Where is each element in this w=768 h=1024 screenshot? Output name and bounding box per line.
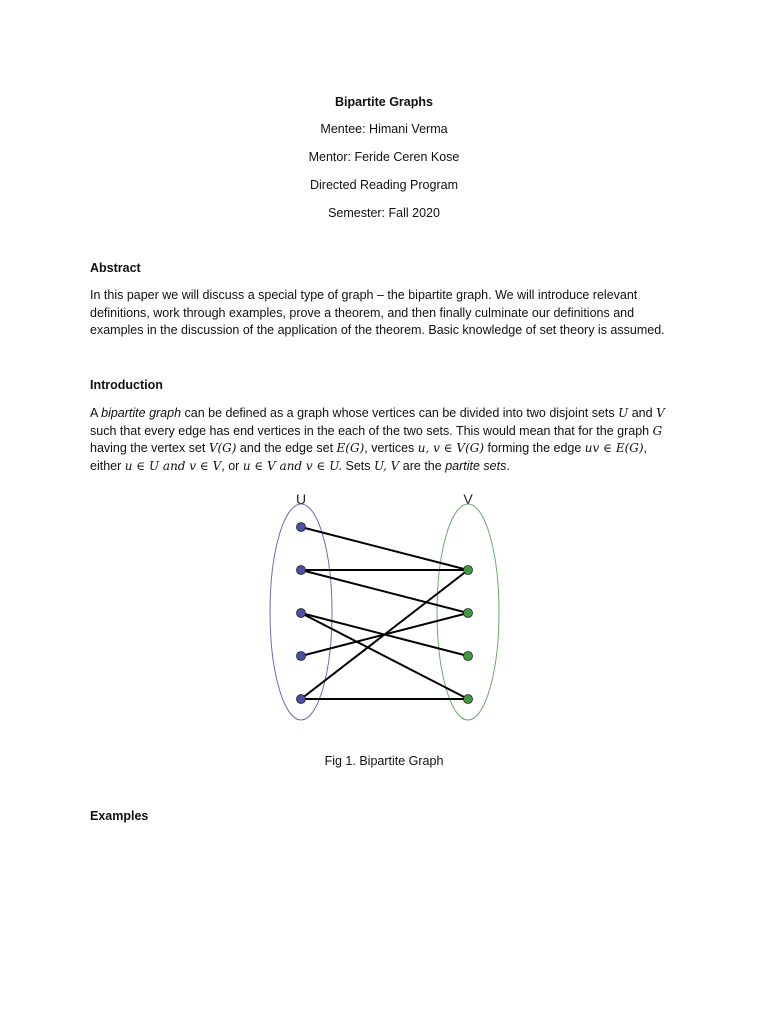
vertex-group bbox=[297, 523, 473, 704]
graph-vertex-u5 bbox=[297, 695, 306, 704]
edge-group bbox=[301, 527, 468, 699]
graph-edge-u2-v2 bbox=[301, 570, 468, 613]
term-bipartite-graph: bipartite graph bbox=[101, 406, 182, 420]
math-V: V bbox=[656, 406, 665, 420]
intro-text: such that every edge has end vertices in the each of the two sets. This would mean that for the graph bbox=[90, 423, 653, 438]
paper-title: Bipartite Graphs bbox=[335, 95, 433, 109]
mentee-line: Mentee: Himani Verma bbox=[320, 122, 448, 136]
abstract-line: examples in the discussion of the application of the theorem. Basic knowledge of set theory is assumed. bbox=[90, 323, 665, 337]
intro-line-1 bbox=[90, 405, 680, 423]
graph-vertex-u4 bbox=[297, 652, 306, 661]
math-U: U bbox=[618, 406, 629, 420]
graph-vertex-u2 bbox=[297, 566, 306, 575]
intro-text: forming the edge bbox=[484, 441, 585, 455]
abstract-heading: Abstract bbox=[90, 261, 141, 275]
math-sets-UV: U, V bbox=[374, 458, 400, 473]
abstract-line: definitions, work through examples, prove a theorem, and then finally culminate our definitions and bbox=[90, 305, 635, 320]
intro-line-3 bbox=[90, 440, 680, 458]
math-condition-2: u ∈ V and v ∈ U. bbox=[242, 458, 343, 473]
intro-text: and the edge set bbox=[236, 441, 337, 455]
mentor-line: Mentor: Feride Ceren Kose bbox=[308, 150, 460, 164]
graph-vertex-v4 bbox=[464, 695, 473, 704]
math-edge-set: E(G) bbox=[336, 441, 365, 455]
introduction-heading: Introduction bbox=[90, 378, 163, 392]
graph-vertex-v2 bbox=[464, 609, 473, 618]
math-condition-1: u ∈ U and v ∈ V bbox=[124, 458, 222, 473]
intro-text: , vertices bbox=[364, 441, 418, 455]
bipartite-graph-figure bbox=[0, 485, 768, 745]
math-vertices-uv: u, v ∈ V(G) bbox=[417, 441, 485, 455]
intro-text: , bbox=[643, 441, 648, 455]
intro-line-4 bbox=[90, 458, 680, 476]
intro-text: are the bbox=[399, 458, 446, 473]
graph-vertex-v3 bbox=[464, 652, 473, 661]
graph-vertex-u1 bbox=[297, 523, 306, 532]
abstract-line: In this paper we will discuss a special type of graph – the bipartite graph. We will introduce relevant bbox=[90, 288, 638, 302]
abstract-paragraph bbox=[90, 287, 680, 340]
intro-text: either bbox=[90, 458, 125, 473]
intro-line-2 bbox=[90, 423, 680, 441]
math-G: G bbox=[652, 423, 663, 438]
intro-text: can be defined as a graph whose vertices can be divided into two disjoint sets bbox=[181, 406, 619, 420]
intro-text: Sets bbox=[342, 458, 374, 473]
set-U-label: U bbox=[295, 491, 307, 507]
intro-text: A bbox=[90, 406, 102, 420]
intro-text: and bbox=[628, 406, 657, 420]
math-edge-uv: uv ∈ E(G) bbox=[584, 441, 644, 455]
intro-text: having the vertex set bbox=[90, 441, 209, 455]
intro-text: , or bbox=[221, 458, 243, 473]
term-partite-sets: partite sets bbox=[445, 458, 507, 473]
graph-edge-u3-v4 bbox=[301, 613, 468, 699]
figure-caption: Fig 1. Bipartite Graph bbox=[324, 754, 444, 768]
graph-vertex-v1 bbox=[464, 566, 473, 575]
semester-line: Semester: Fall 2020 bbox=[328, 206, 440, 220]
graph-vertex-u3 bbox=[297, 609, 306, 618]
math-vertex-set: V(G) bbox=[208, 441, 237, 455]
introduction-paragraph bbox=[90, 405, 680, 475]
intro-text: . bbox=[506, 458, 510, 473]
graph-edge-u5-v1 bbox=[301, 570, 468, 699]
examples-heading: Examples bbox=[90, 809, 149, 823]
set-V-label: V bbox=[463, 491, 473, 507]
program-line: Directed Reading Program bbox=[310, 178, 458, 192]
